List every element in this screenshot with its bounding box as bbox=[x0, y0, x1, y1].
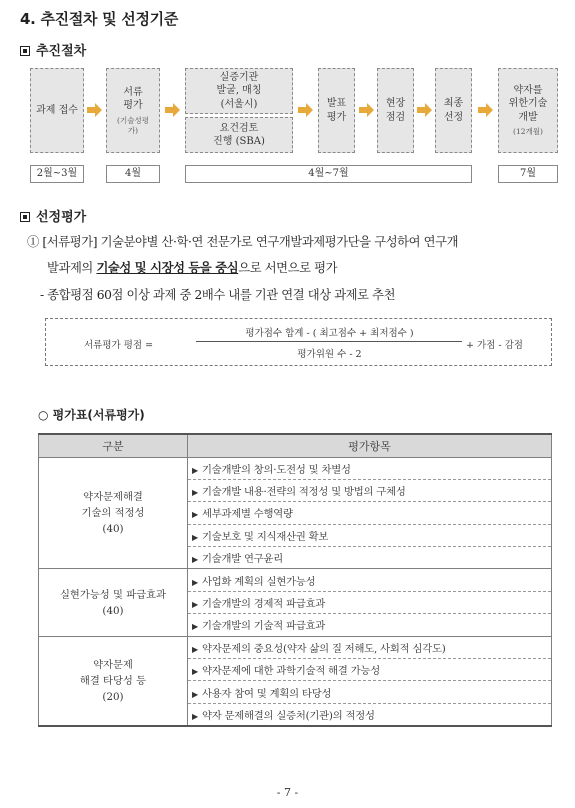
step-label: 현장 bbox=[385, 98, 406, 109]
period-label: 2월~3월 bbox=[30, 165, 84, 183]
item-cell bbox=[188, 703, 552, 725]
step-note-line: 가) bbox=[127, 125, 139, 135]
step-label: 선정 bbox=[443, 111, 464, 123]
item-text: 약자문제의 중요성(약자 삶의 질 저해도, 사회적 심각도) bbox=[201, 642, 446, 655]
square-bullet-icon bbox=[20, 46, 30, 56]
triangle-bullet-icon: ▶ bbox=[192, 689, 198, 699]
step-box bbox=[106, 68, 160, 153]
table-header-row bbox=[39, 434, 552, 457]
arrow-right-icon bbox=[165, 103, 181, 117]
category-line: (40) bbox=[102, 522, 124, 535]
category-line: 약자문제해결 bbox=[83, 490, 143, 503]
selection-criteria-line: - 종합평점 60점 이상 과제 중 2배수 내를 기관 연결 대상 과제로 추천 bbox=[40, 288, 396, 302]
arrow-right-icon bbox=[87, 103, 103, 117]
triangle-bullet-icon: ▶ bbox=[192, 622, 198, 632]
triangle-bullet-icon: ▶ bbox=[192, 711, 198, 721]
period-label: 7월 bbox=[498, 165, 558, 183]
selection-paragraph-line bbox=[47, 259, 337, 277]
step-label: 실증기관 bbox=[219, 71, 259, 83]
arrow-right-icon bbox=[417, 103, 433, 117]
period-label: 4월 bbox=[106, 165, 160, 183]
step-box bbox=[185, 68, 293, 114]
arrow-right-icon bbox=[478, 103, 494, 117]
step-box bbox=[318, 68, 355, 153]
item-cell bbox=[188, 659, 552, 681]
step-note: (12개월) bbox=[513, 127, 543, 137]
step-label: 평가 bbox=[123, 100, 143, 112]
step-label: 최종 bbox=[443, 98, 464, 109]
formula-rhs: + 가점 - 감점 bbox=[466, 340, 523, 351]
item-text: 기술개발의 창의·도전성 및 차별성 bbox=[201, 463, 351, 476]
step-label: 점검 bbox=[385, 111, 406, 123]
section-title: 4. 추진절차 및 선정기준 bbox=[20, 10, 179, 28]
step-box bbox=[498, 68, 558, 153]
formula-denominator: 평가위원 수 - 2 bbox=[297, 349, 362, 360]
table-row bbox=[39, 569, 552, 591]
item-cell bbox=[188, 591, 552, 613]
item-cell bbox=[188, 636, 552, 658]
item-cell bbox=[188, 524, 552, 546]
category-line: 약자문제 bbox=[93, 658, 133, 671]
arrow-right-icon bbox=[298, 103, 314, 117]
item-text: 기술개발 연구윤리 bbox=[201, 553, 284, 566]
triangle-bullet-icon: ▶ bbox=[192, 532, 198, 542]
item-text: 기술개발의 기술적 파급효과 bbox=[201, 620, 326, 633]
item-cell bbox=[188, 614, 552, 636]
page-number: - 7 - bbox=[276, 786, 299, 799]
item-cell bbox=[188, 569, 552, 591]
table-row bbox=[39, 636, 552, 658]
step-label: 위한기술 bbox=[508, 98, 548, 110]
step-box bbox=[185, 117, 293, 153]
score-formula-box bbox=[45, 318, 552, 366]
item-text: 기술보호 및 지식재산권 확보 bbox=[201, 530, 329, 543]
triangle-bullet-icon: ▶ bbox=[192, 465, 198, 475]
triangle-bullet-icon: ▶ bbox=[192, 577, 198, 587]
formula-numerator: 평가점수 합계 - ( 최고점수 + 최저점수 ) bbox=[245, 328, 414, 339]
arrow-right-icon bbox=[359, 103, 375, 117]
item-text: 사용자 참여 및 계획의 타당성 bbox=[201, 687, 332, 700]
triangle-bullet-icon: ▶ bbox=[192, 644, 198, 654]
triangle-bullet-icon: ▶ bbox=[192, 510, 198, 520]
period-label: 4월~7월 bbox=[185, 165, 472, 183]
step-label: 과제 접수 bbox=[36, 104, 78, 116]
category-cell bbox=[39, 569, 188, 636]
triangle-bullet-icon: ▶ bbox=[192, 488, 198, 498]
triangle-bullet-icon: ▶ bbox=[192, 600, 198, 610]
category-line: (40) bbox=[102, 604, 124, 617]
fraction-bar bbox=[196, 341, 462, 342]
category-line: 해결 타당성 등 bbox=[79, 674, 147, 687]
item-text: 기술개발의 경제적 파급효과 bbox=[201, 598, 326, 611]
step-box bbox=[435, 68, 472, 153]
text-span: 으로 서면으로 평가 bbox=[238, 261, 338, 275]
item-text: 약자 문제해결의 실증처(기관)의 적정성 bbox=[201, 709, 375, 722]
step-label: 진행 (SBA) bbox=[213, 136, 265, 147]
step-label: 개발 bbox=[518, 111, 538, 123]
step-label: 평가 bbox=[326, 111, 347, 123]
evaluation-table bbox=[38, 433, 552, 727]
item-text: 사업화 계획의 실현가능성 bbox=[201, 575, 316, 588]
step-label: (서울시) bbox=[220, 98, 258, 110]
step-label: 요건검토 bbox=[219, 122, 259, 134]
step-box bbox=[30, 68, 84, 153]
step-label: 발표 bbox=[326, 98, 347, 109]
step-label: 서류 bbox=[123, 86, 143, 98]
category-cell bbox=[39, 636, 188, 726]
selection-heading-text: 선정평가 bbox=[36, 210, 87, 225]
eval-table-heading: ○ 평가표(서류평가) bbox=[38, 408, 145, 422]
step-label: 발굴, 매칭 bbox=[216, 85, 262, 97]
item-text: 기술개발 내용·전략의 적정성 및 방법의 구체성 bbox=[201, 486, 406, 499]
column-header: 평가항목 bbox=[188, 434, 552, 457]
emphasis-text: 기술성 및 시장성 등을 중심 bbox=[96, 260, 239, 275]
procedure-heading-text: 추진절차 bbox=[36, 44, 87, 59]
triangle-bullet-icon: ▶ bbox=[192, 555, 198, 565]
triangle-bullet-icon: ▶ bbox=[192, 667, 198, 677]
item-cell bbox=[188, 479, 552, 501]
selection-heading bbox=[20, 206, 86, 225]
category-line: (20) bbox=[102, 690, 124, 703]
item-cell bbox=[188, 457, 552, 479]
procedure-heading bbox=[20, 40, 86, 59]
formula-lhs: 서류평가 평점 = bbox=[84, 340, 154, 351]
column-header: 구분 bbox=[39, 434, 188, 457]
item-cell bbox=[188, 502, 552, 524]
item-text: 약자문제에 대한 과학기술적 해결 가능성 bbox=[201, 665, 380, 678]
step-label: 약자를 bbox=[513, 84, 543, 96]
selection-paragraph-line: ① [서류평가] 기술분야별 산·학·연 전문가로 연구개발과제평가단을 구성하여 연구개 bbox=[27, 235, 459, 249]
category-line: 실현가능성 및 파급효과 bbox=[59, 588, 166, 601]
step-box bbox=[377, 68, 414, 153]
step-note-line: (기술성평 bbox=[117, 115, 149, 125]
item-cell bbox=[188, 681, 552, 703]
table-row bbox=[39, 457, 552, 479]
text-span: 발과제의 bbox=[47, 261, 97, 275]
square-bullet-icon bbox=[20, 212, 30, 222]
step-note bbox=[117, 116, 149, 136]
category-line: 기술의 적정성 bbox=[81, 506, 145, 519]
item-text: 세부과제별 수행역량 bbox=[201, 508, 293, 521]
category-cell bbox=[39, 457, 188, 569]
item-cell bbox=[188, 547, 552, 569]
